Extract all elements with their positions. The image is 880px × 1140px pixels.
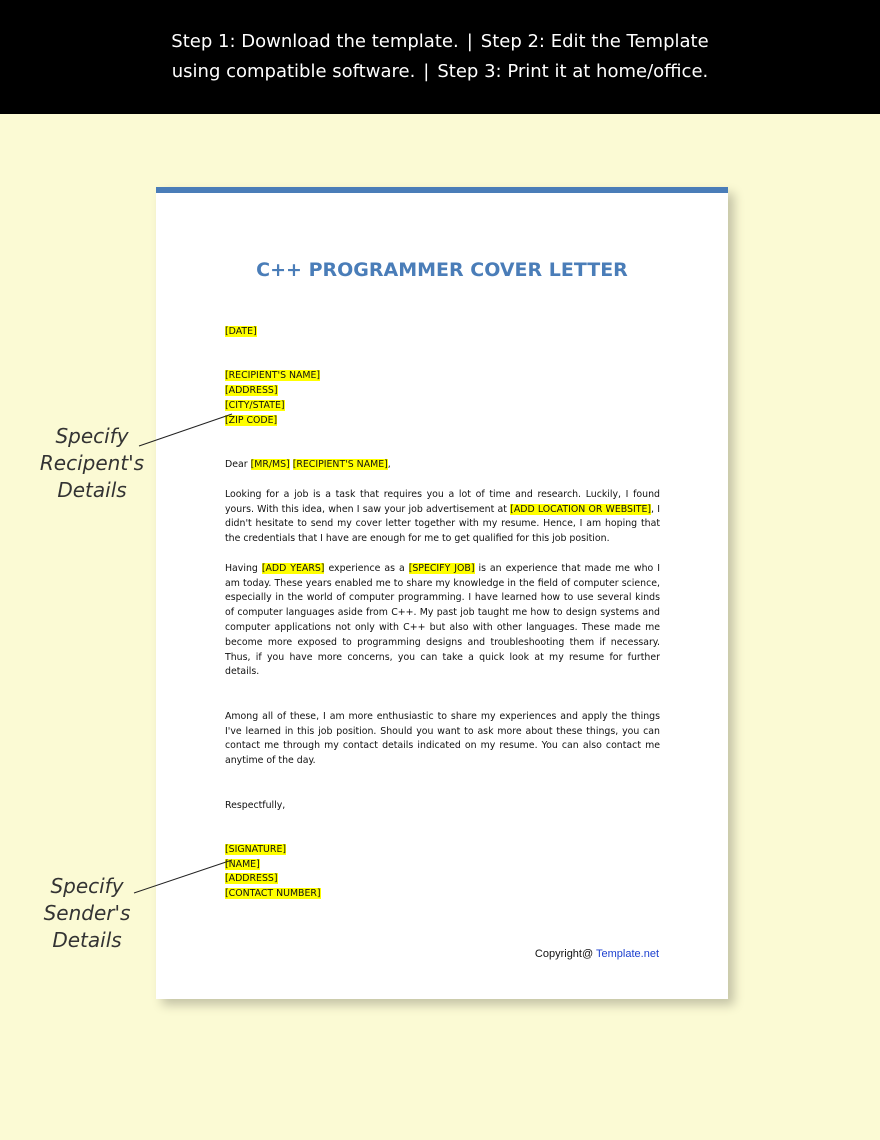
sender-annotation-line-2: Sender's <box>43 901 131 925</box>
greeting-comma: , <box>387 459 391 471</box>
signature-placeholder: [SIGNATURE] <box>225 843 287 855</box>
sender-contact-placeholder: [CONTACT NUMBER] <box>225 888 321 900</box>
recipient-name-placeholder: [RECIPIENT'S NAME] <box>225 370 321 382</box>
para2-text-c: is an experience that made me who I am today. These years enabled me to share my knowledge in the field of computer science, especially in the world of computer programming. I have learned how to use several kinds of computer languages aside from C++. My past job taught me how to design systems and computer applications not only with C++ but also with other languages. These made me become more exposed to programming designs and troubleshooting them if necessary. Thus, if you have more concerns, you can take a quick look at my resume for further details. <box>225 562 660 678</box>
copyright-prefix: Copyright@ <box>534 948 594 960</box>
sender-annotation-line-3: Details <box>52 928 122 952</box>
para1-text-a: Looking for a job is a task that requires you a lot of time and research. Luckily, I found yours. With this idea, when I saw your job advertisement at <box>225 488 660 515</box>
para2-text-b: experience as a <box>328 562 405 574</box>
recipient-address-placeholder: [ADDRESS] <box>225 385 278 397</box>
para2-text-a: Having <box>225 562 258 574</box>
location-placeholder: [ADD LOCATION OR WEBSITE] <box>510 503 652 515</box>
recipient-city-placeholder: [CITY/STATE] <box>225 399 285 411</box>
sender-pointer-line <box>134 860 232 893</box>
sender-address-placeholder: [ADDRESS] <box>225 873 278 885</box>
job-placeholder: [SPECIFY JOB] <box>408 562 475 574</box>
greeting-title-placeholder: [MR/MS] <box>250 459 290 471</box>
paragraph-3: Among all of these, I am more enthusiastic to share my experiences and apply the things I've learned in this job position. Should you want to ask more about these things, you can contact me through my contact details indicated on my resume. You can also contact me anytime of the day. <box>225 710 660 767</box>
greeting-name-placeholder: [RECIPIENT'S NAME] <box>292 459 388 471</box>
sender-name-placeholder: [NAME] <box>225 858 260 870</box>
recipient-pointer-line <box>139 414 232 446</box>
greeting-dear: Dear <box>225 459 248 471</box>
page-title: C++ PROGRAMMER COVER LETTER <box>256 259 628 281</box>
recipient-annotation-line-3: Details <box>57 478 127 502</box>
banner-step-1: Step 1: Download the template. <box>171 31 459 52</box>
banner-step-2b: using compatible software. <box>171 61 416 82</box>
banner-separator: | <box>466 31 473 52</box>
sender-annotation-line-1: Specify <box>50 874 124 898</box>
recipient-annotation-line-1: Specify <box>55 424 129 448</box>
para1-text-b: , I didn't hesitate to send my cover letter together with my resume. Hence, I am hoping that the credentials that I have are enough for me to get qualified for this job position. <box>225 503 660 545</box>
years-placeholder: [ADD YEARS] <box>261 562 325 574</box>
banner-step-2a: Step 2: Edit the Template <box>480 31 709 52</box>
copyright-site[interactable]: Template.net <box>596 948 659 960</box>
recipient-zip-placeholder: [ZIP CODE] <box>225 414 278 426</box>
banner-separator: | <box>423 61 430 82</box>
closing: Respectfully, <box>225 799 286 811</box>
date-placeholder: [DATE] <box>225 326 257 337</box>
banner-step-3: Step 3: Print it at home/office. <box>437 61 709 82</box>
recipient-annotation-line-2: Recipent's <box>39 451 145 475</box>
